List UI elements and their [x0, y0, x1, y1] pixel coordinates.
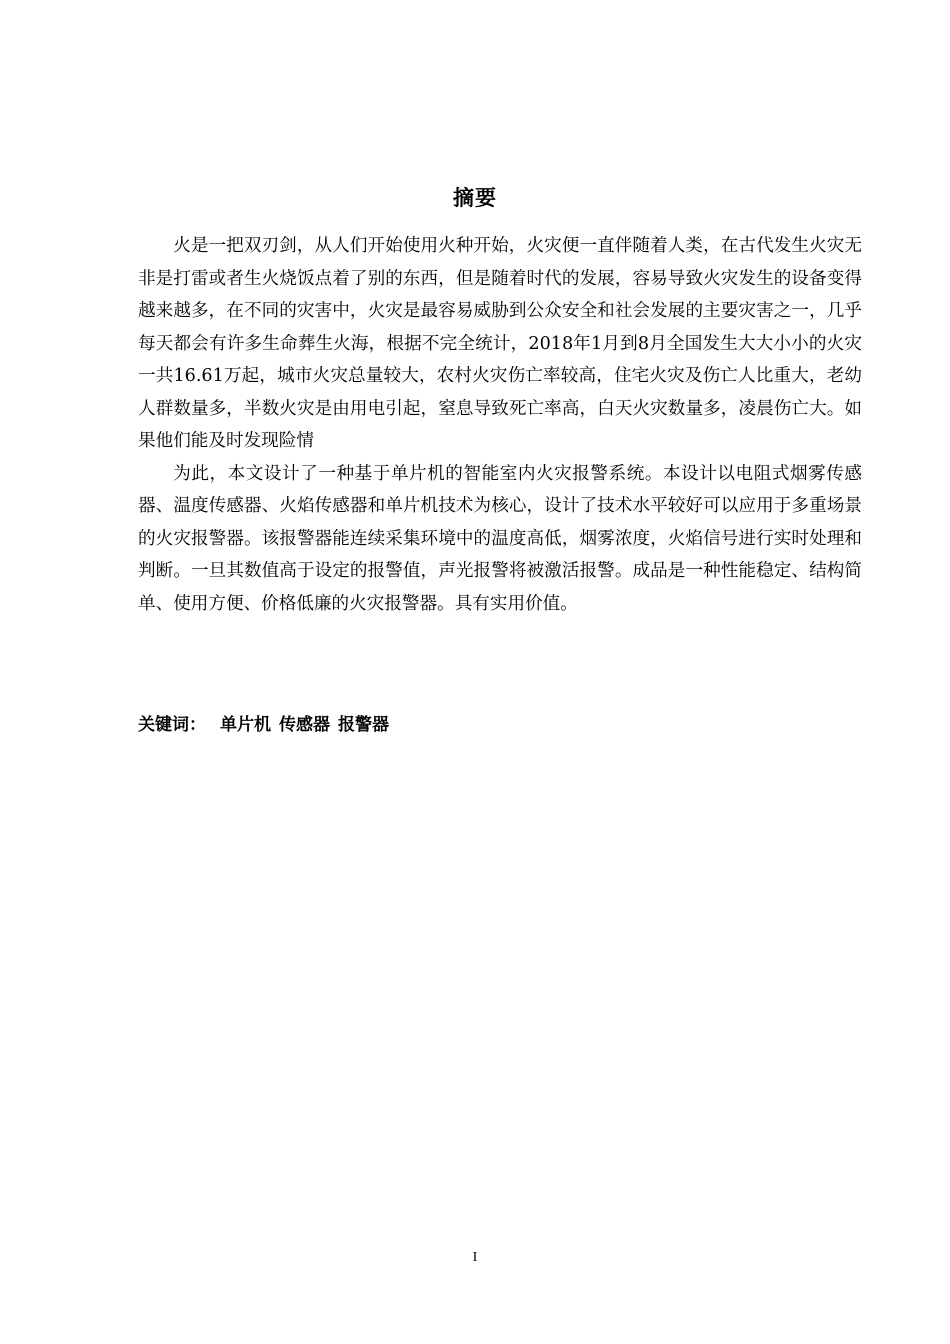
abstract-paragraph-2: 为此，本文设计了一种基于单片机的智能室内火灾报警系统。本设计以电阻式烟雾传感器、温度传感器、火焰传感器和单片机技术为核心，设计了技术水平较好可以应用于多重场景的火灾报警器。该报警器能连续采集环境中的温度高低，烟雾浓度，火焰信号进行实时处理和判断。一旦其数值高于设定的报警值，声光报警将被激活报警。成品是一种性能稳定、结构简单、使用方便、价格低廉的火灾报警器。具有实用价值。	[138, 463, 862, 614]
abstract-title: 摘要	[453, 186, 497, 210]
abstract-body	[138, 230, 862, 620]
keywords-label: 关键词：	[138, 715, 206, 735]
keyword-item: 传感器	[279, 715, 330, 735]
abstract-paragraph-1: 火是一把双刃剑，从人们开始使用火种开始，火灾便一直伴随着人类，在古代发生火灾无非是打雷或者生火烧饭点着了别的东西，但是随着时代的发展，容易导致火灾发生的设备变得越来越多，在不同的灾害中，火灾是最容易威胁到公众安全和社会发展的主要灾害之一，几乎每天都会有许多生命葬生火海，根据不完全统计，2018年1月到8月全国发生大大小小的火灾一共16.61万起，城市火灾总量较大，农村火灾伤亡率较高，住宅火灾及伤亡人比重大，老幼人群数量多，半数火灾是由用电引起，窒息导致死亡率高，白天火灾数量多，凌晨伤亡大。如果他们能及时发现险情	[138, 236, 862, 451]
keywords-line	[138, 709, 397, 741]
keyword-item: 报警器	[338, 715, 389, 735]
keyword-item: 单片机	[220, 715, 271, 735]
page-number: I	[472, 1250, 478, 1265]
